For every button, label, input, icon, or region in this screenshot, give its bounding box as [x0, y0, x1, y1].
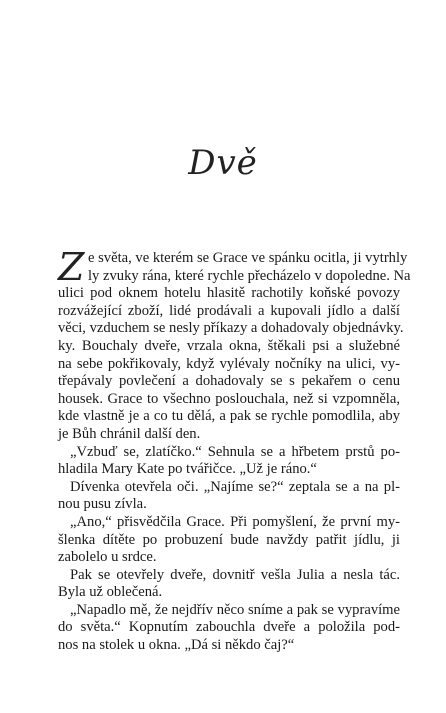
text-line: Pak se otevřely dveře, dovnitř vešla Julia a nesla tác.	[70, 566, 400, 583]
text-line: Byla už oblečená.	[58, 584, 163, 601]
text-line: „Napadlo mě, že nejdřív něco sníme a pak se vypravíme	[70, 601, 400, 618]
text-line: „Vzbuď se, zlatíčko.“ Sehnula se a hřbetem prstů po-	[70, 443, 400, 460]
text-line: do světa.“ Kopnutím zabouchla dveře a položila pod-	[58, 619, 400, 636]
body-text	[58, 245, 411, 655]
text-line: třepávaly povlečení a dohadovaly se s pekařem o cenu	[58, 373, 400, 390]
text-line: ky. Bouchaly dveře, vrzala okna, štěkali psi a služebné	[58, 337, 400, 354]
text-line: věci, vzduchem se nesly příkazy a dohadovaly objednávky.	[58, 320, 404, 337]
text-line: kde vlastně je a co tu dělá, a pak se rychle pomodlila, aby	[58, 408, 400, 425]
text-line: housek. Grace to všechno poslouchala, než si vzpomněla,	[58, 390, 400, 407]
drop-cap: Z	[58, 245, 85, 289]
text-line: zabolelo u srdce.	[58, 549, 157, 566]
text-line: e světa, ve kterém se Grace ve spánku ocitla, ji vytrhly	[88, 250, 408, 266]
text-line: hladila Mary Kate po tvářičce. „Už je ráno.“	[58, 461, 317, 478]
text-line: šlenka dítěte po probuzení bude navždy patřit jídlu, ji	[58, 531, 400, 548]
chapter-title: Dvě	[188, 143, 258, 183]
text-line: je Bůh chránil další den.	[58, 425, 201, 442]
text-line: ly zvuky rána, které rychle přecházelo v dopoledne. Na	[88, 267, 411, 284]
text-line: rozvážející zboží, lidé prodávali a kupovali jídlo a další	[58, 302, 400, 319]
text-line: Dívenka otevřela oči. „Najíme se?“ zeptala se a na pl-	[70, 478, 400, 495]
text-line: ulici pod oknem hotelu hlasitě rachotily koňské povozy	[58, 285, 400, 302]
text-line: na sebe pokřikovaly, když vylévaly nočníky na ulici, vy-	[58, 355, 400, 372]
text-line: nou pusu zívla.	[58, 496, 147, 513]
text-line: „Ano,“ přisvědčila Grace. Při pomyšlení, že první my-	[70, 513, 400, 530]
text-line: nos na stolek u okna. „Dá si někdo čaj?“	[58, 637, 295, 654]
